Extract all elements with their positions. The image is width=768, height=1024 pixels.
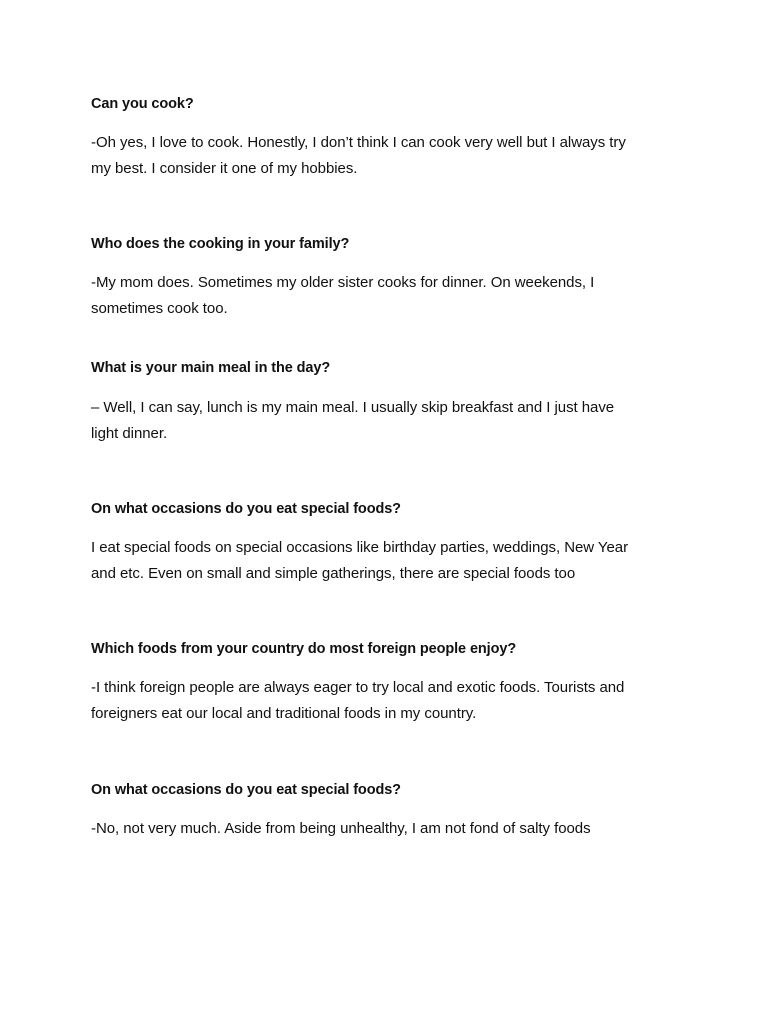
question-heading: On what occasions do you eat special foods?: [91, 782, 401, 798]
answer-line: -I think foreign people are always eager to try local and exotic foods. Tourists and: [91, 679, 625, 696]
answer-line: I eat special foods on special occasions like birthday parties, weddings, New Year: [91, 539, 629, 556]
answer-paragraph: [91, 675, 691, 727]
question-heading: Which foods from your country do most foreign people enjoy?: [91, 641, 517, 657]
question-heading: Can you cook?: [91, 96, 194, 112]
answer-line: and etc. Even on small and simple gatherings, there are special foods too: [91, 565, 576, 582]
question-heading: What is your main meal in the day?: [91, 360, 331, 376]
answer-line: – Well, I can say, lunch is my main meal. I usually skip breakfast and I just have: [91, 399, 615, 416]
answer-paragraph: [91, 535, 691, 587]
answer-paragraph: [91, 816, 691, 842]
answer-paragraph: [91, 270, 691, 322]
answer-paragraph: [91, 130, 691, 182]
answer-paragraph: [91, 395, 691, 447]
answer-line: sometimes cook too.: [91, 300, 228, 317]
answer-line: -No, not very much. Aside from being unhealthy, I am not fond of salty foods: [91, 820, 591, 837]
question-heading: On what occasions do you eat special foods?: [91, 501, 401, 517]
answer-line: light dinner.: [91, 425, 168, 442]
answer-line: my best. I consider it one of my hobbies.: [91, 160, 358, 177]
answer-line: -Oh yes, I love to cook. Honestly, I don’t think I can cook very well but I always try: [91, 134, 626, 151]
answer-line: foreigners eat our local and traditional foods in my country.: [91, 705, 477, 722]
answer-line: -My mom does. Sometimes my older sister cooks for dinner. On weekends, I: [91, 274, 595, 291]
question-heading: Who does the cooking in your family?: [91, 236, 350, 252]
